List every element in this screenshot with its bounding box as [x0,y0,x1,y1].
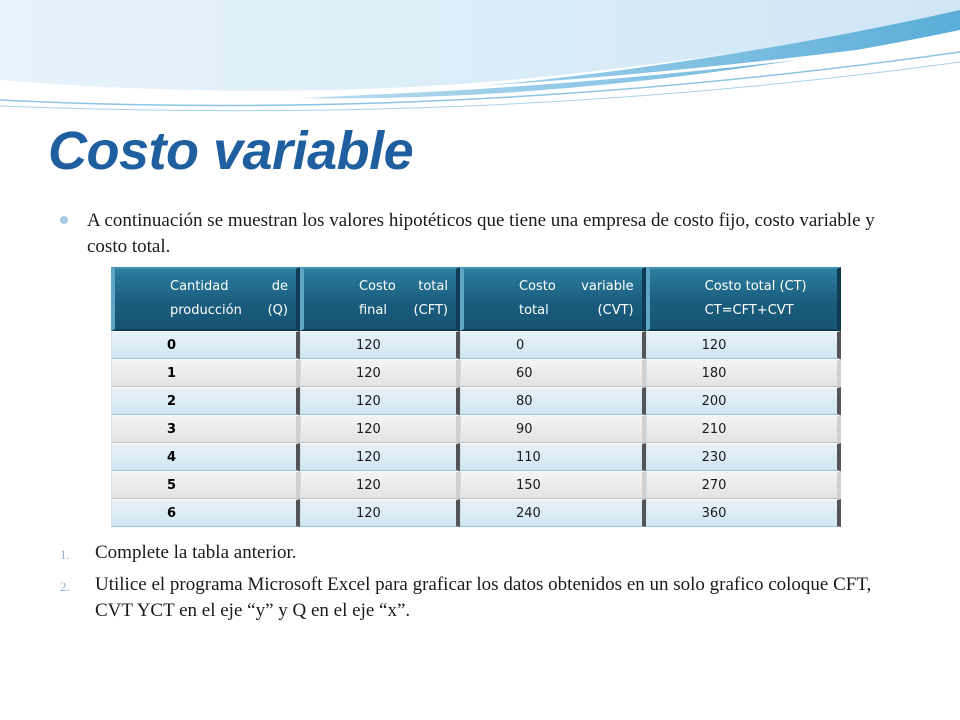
cell-total-cost: 200 [646,387,841,415]
cell-quantity: 4 [111,443,300,471]
cell-total-cost: 210 [646,415,841,443]
list-item-number: 1. [60,547,70,562]
cell-fixed-cost: 120 [300,443,460,471]
cell-variable-cost: 240 [460,499,646,527]
cell-variable-cost: 0 [460,331,646,359]
cell-quantity: 6 [111,499,300,527]
list-item-text: Utilice el programa Microsoft Excel para graficar los datos obtenidos en un solo grafico coloque CFT, CVT YCT en el eje “y” y Q en el eje “x”. [95,574,872,621]
cell-total-cost: 120 [646,331,841,359]
bullet-dot-icon [60,216,68,224]
cell-fixed-cost: 120 [300,387,460,415]
cost-table [111,267,841,527]
intro-paragraph [60,208,900,260]
list-item-text: Complete la tabla anterior. [95,542,297,563]
cell-fixed-cost: 120 [300,499,460,527]
table-row [111,471,841,499]
list-item [60,540,900,566]
table-header-row [111,267,841,331]
cell-total-cost: 360 [646,499,841,527]
table-row [111,387,841,415]
cell-quantity: 3 [111,415,300,443]
cell-quantity: 1 [111,359,300,387]
slide-title: Costo variable [48,121,414,181]
cell-variable-cost: 90 [460,415,646,443]
cell-variable-cost: 150 [460,471,646,499]
header-fixed-cost: Costo total final (CFT) [300,267,460,331]
intro-text: A continuación se muestran los valores hipotéticos que tiene una empresa de costo fijo, costo variable y costo total. [87,210,875,257]
header-variable-cost: Costo variable total (CVT) [460,267,646,331]
cell-quantity: 5 [111,471,300,499]
table-row [111,415,841,443]
cell-fixed-cost: 120 [300,331,460,359]
cell-total-cost: 270 [646,471,841,499]
task-list [60,540,900,630]
cell-total-cost: 230 [646,443,841,471]
list-item-number: 2. [60,579,70,594]
decorative-wave-banner [0,0,960,120]
table-row [111,499,841,527]
cell-fixed-cost: 120 [300,415,460,443]
cell-variable-cost: 110 [460,443,646,471]
header-quantity: Cantidad de producción (Q) [111,267,300,331]
cell-variable-cost: 60 [460,359,646,387]
cell-total-cost: 180 [646,359,841,387]
table-row [111,331,841,359]
list-item [60,572,900,624]
cell-variable-cost: 80 [460,387,646,415]
table-row [111,443,841,471]
cell-fixed-cost: 120 [300,359,460,387]
table-row [111,359,841,387]
cell-quantity: 0 [111,331,300,359]
header-total-cost: Costo total (CT) CT=CFT+CVT [646,267,841,331]
cell-fixed-cost: 120 [300,471,460,499]
cell-quantity: 2 [111,387,300,415]
